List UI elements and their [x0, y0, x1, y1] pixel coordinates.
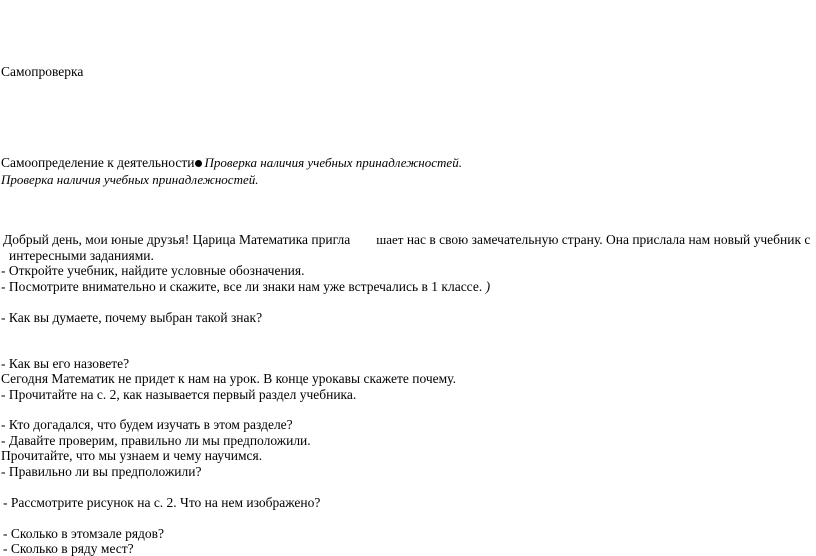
why-sign-line: - Как вы думаете, почему выбран такой знак?	[1, 310, 263, 325]
greeting-line-2: интересными заданиями.	[9, 248, 154, 263]
rows-part-1: - Сколько в этом	[3, 526, 98, 541]
look-carefully-text: - Посмотрите внимательно и скажите, все ли знаки нам уже встречались в 1 классе.	[1, 279, 483, 294]
lets-check-line: - Давайте проверим, правильно ли мы предположили.	[1, 433, 311, 448]
document-title: Самопроверка	[1, 64, 84, 79]
rows-line	[3, 527, 164, 541]
who-guessed-line: - Кто догадался, что будем изучать в этом разделе?	[1, 417, 293, 432]
bullet-icon	[195, 160, 202, 167]
supplies-check-line: Проверка наличия учебных принадлежностей.	[1, 172, 259, 187]
today-part-1: Сегодня Математик не придет к нам на урок. В конце урока	[1, 371, 345, 386]
look-picture-line: - Рассмотрите рисунок на с. 2. Что на нем изображено?	[3, 495, 321, 510]
greeting-part-1: Добрый день, мои юные друзья! Царица Математика пригла	[3, 232, 351, 247]
greeting-part-2: шает	[376, 232, 404, 247]
seats-line: - Сколько в ряду мест?	[3, 541, 134, 556]
section-heading	[1, 156, 462, 170]
heading-label: Самоопределение к деятельности	[1, 155, 195, 170]
look-carefully-line	[1, 280, 490, 294]
heading-italic-text: Проверка наличия учебных принадлежностей.	[204, 155, 462, 170]
correct-guess-line: - Правильно ли вы предположили?	[1, 464, 202, 479]
greeting-part-3: нас в свою замечательную страну. Она прислала нам новый учебник с	[406, 232, 811, 247]
read-what-line: Прочитайте, что мы узнаем и чему научимся.	[1, 448, 263, 463]
today-line	[1, 372, 456, 386]
closing-paren: )	[485, 279, 491, 294]
rows-part-2: зале рядов?	[97, 526, 165, 541]
open-textbook-line: - Откройте учебник, найдите условные обозначения.	[1, 263, 305, 278]
name-it-line: - Как вы его назовете?	[1, 356, 130, 371]
read-page-2-line: - Прочитайте на с. 2, как называется первый раздел учебника.	[1, 387, 357, 402]
greeting-line-1	[3, 233, 810, 247]
today-part-2: вы скажете почему.	[344, 371, 456, 386]
